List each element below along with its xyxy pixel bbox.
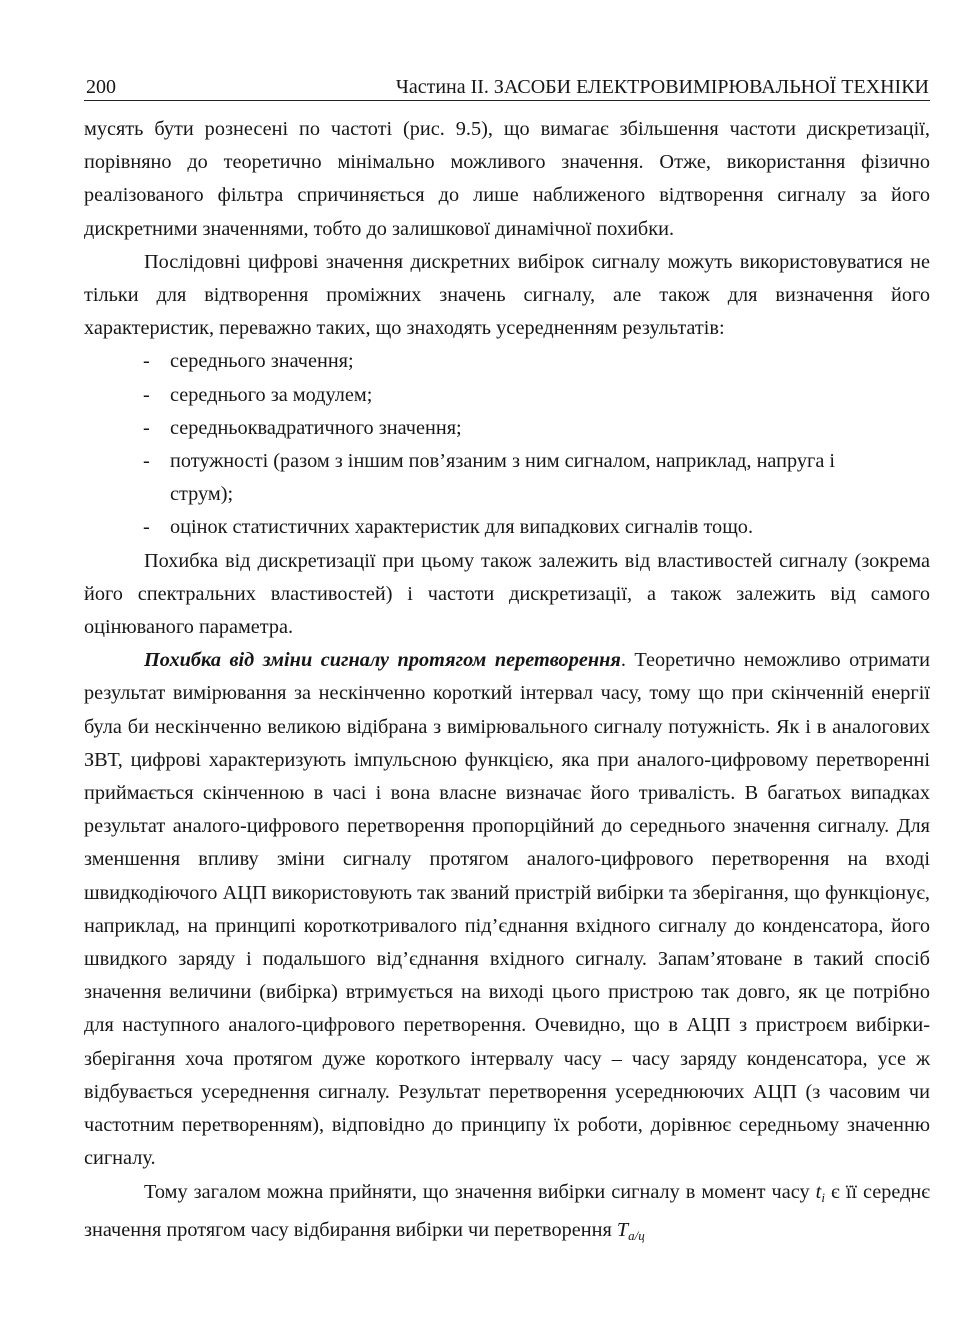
running-title: Частина II. ЗАСОБИ ЕЛЕКТРОВИМІРЮВАЛЬНОЇ ТЕХНІКИ [395, 76, 929, 98]
paragraph-4 [84, 644, 930, 1175]
list-item-text: середньоквадратичного значення; [170, 416, 462, 439]
time-variable: t [815, 1180, 822, 1203]
paragraph-5-text-b: є її середнє значення протягом часу відбирання вибірки чи перетворення [84, 1180, 930, 1241]
list-item [84, 511, 930, 544]
list-item-text: потужності (разом з іншим пов’язаним з ним сигналом, наприклад, напруга і струм); [170, 450, 836, 506]
conversion-time-subscript: а/ц [628, 1227, 645, 1243]
paragraph-3: Похибка від дискретизації при цьому також залежить від властивостей сигналу (зокрема його спектральних властивостей) і частоти дискретизації, а також залежить від самого оцінюваного параметра. [84, 549, 930, 639]
time-variable-subscript: i [821, 1189, 825, 1205]
list-item [84, 345, 930, 378]
paragraph-4-text: . Теоретично неможливо отримати результат вимірювання за нескінченно короткий інтервал часу, тому що при скінченній енергії була би нескінченно великою відібрана з вимірювального сигналу потужність. Як і в аналогових ЗВТ, цифрові характеризують імпульсною функцією, яка при аналого-цифровому перетворенні приймається скінченною в часі і вона власне визначає його тривалість. В багатьох випадках результат аналого-цифрового перетворення пропорційний до середнього значення сигналу. Для зменшення впливу зміни сигналу протягом аналого-цифрового перетворення на вході швидкодіючого АЦП використовують так званий пристрій вибірки та зберігання, що функціонує, наприклад, на принципі короткотривалого під’єднання вхідного сигналу до конденсатора, його швидкого заряду і подальшого від’єднання вхідного сигналу. Запам’ятоване в такий спосіб значення величини (вибірка) втримується на виході цього пристрою так довго, як це потрібно для наступного аналого-цифрового перетворення. Очевидно, що в АЦП з пристроєм вибірки-зберігання хоча протягом дуже короткого інтервалу часу – часу заряду конденсатора, усе ж відбувається усереднення сигналу. Результат перетворення усереднюючих АЦП (з часовим чи частотним перетворенням), відповідно до принципу їх роботи, дорівнює середньому значенню сигналу. [84, 649, 930, 1170]
list-item [84, 412, 930, 445]
list-dash: - [143, 450, 150, 473]
list-item [84, 445, 930, 511]
paragraph-1: мусять бути рознесені по частоті (рис. 9.5), що вимагає збільшення частоти дискретизації, порівняно до теоретично мінімально можливого значення. Отже, використання фізично реалізованого фільтра спричиняється до лише наближеного відтворення сигналу за його дискретними значеннями, тобто до залишкової динамічної похибки. [84, 118, 930, 240]
list-item [84, 379, 930, 412]
list-item-text: середнього значення; [170, 350, 354, 373]
page-number: 200 [86, 76, 116, 98]
paragraph-4-heading: Похибка від зміни сигналу протягом перетворення [144, 649, 621, 672]
page-body [84, 113, 930, 1252]
list-dash: - [143, 516, 150, 539]
paragraph-2: Послідовні цифрові значення дискретних вибірок сигналу можуть використовуватися не тільки для відтворення проміжних значень сигналу, але також для визначення його характеристик, переважно таких, що знаходять усередненням результатів: [84, 250, 930, 340]
page-header [84, 74, 930, 101]
list-dash: - [143, 416, 150, 439]
paragraph-5 [84, 1176, 930, 1252]
list-dash: - [143, 383, 150, 406]
conversion-time-variable: T [616, 1218, 629, 1241]
list-item-text: середнього за модулем; [170, 383, 373, 406]
paragraph-5-text-a: Тому загалом можна прийняти, що значення вибірки сигналу в момент часу [144, 1180, 816, 1203]
list-item-text: оцінок статистичних характеристик для випадкових сигналів тощо. [170, 516, 754, 539]
characteristics-list [84, 345, 930, 544]
list-dash: - [143, 350, 150, 373]
